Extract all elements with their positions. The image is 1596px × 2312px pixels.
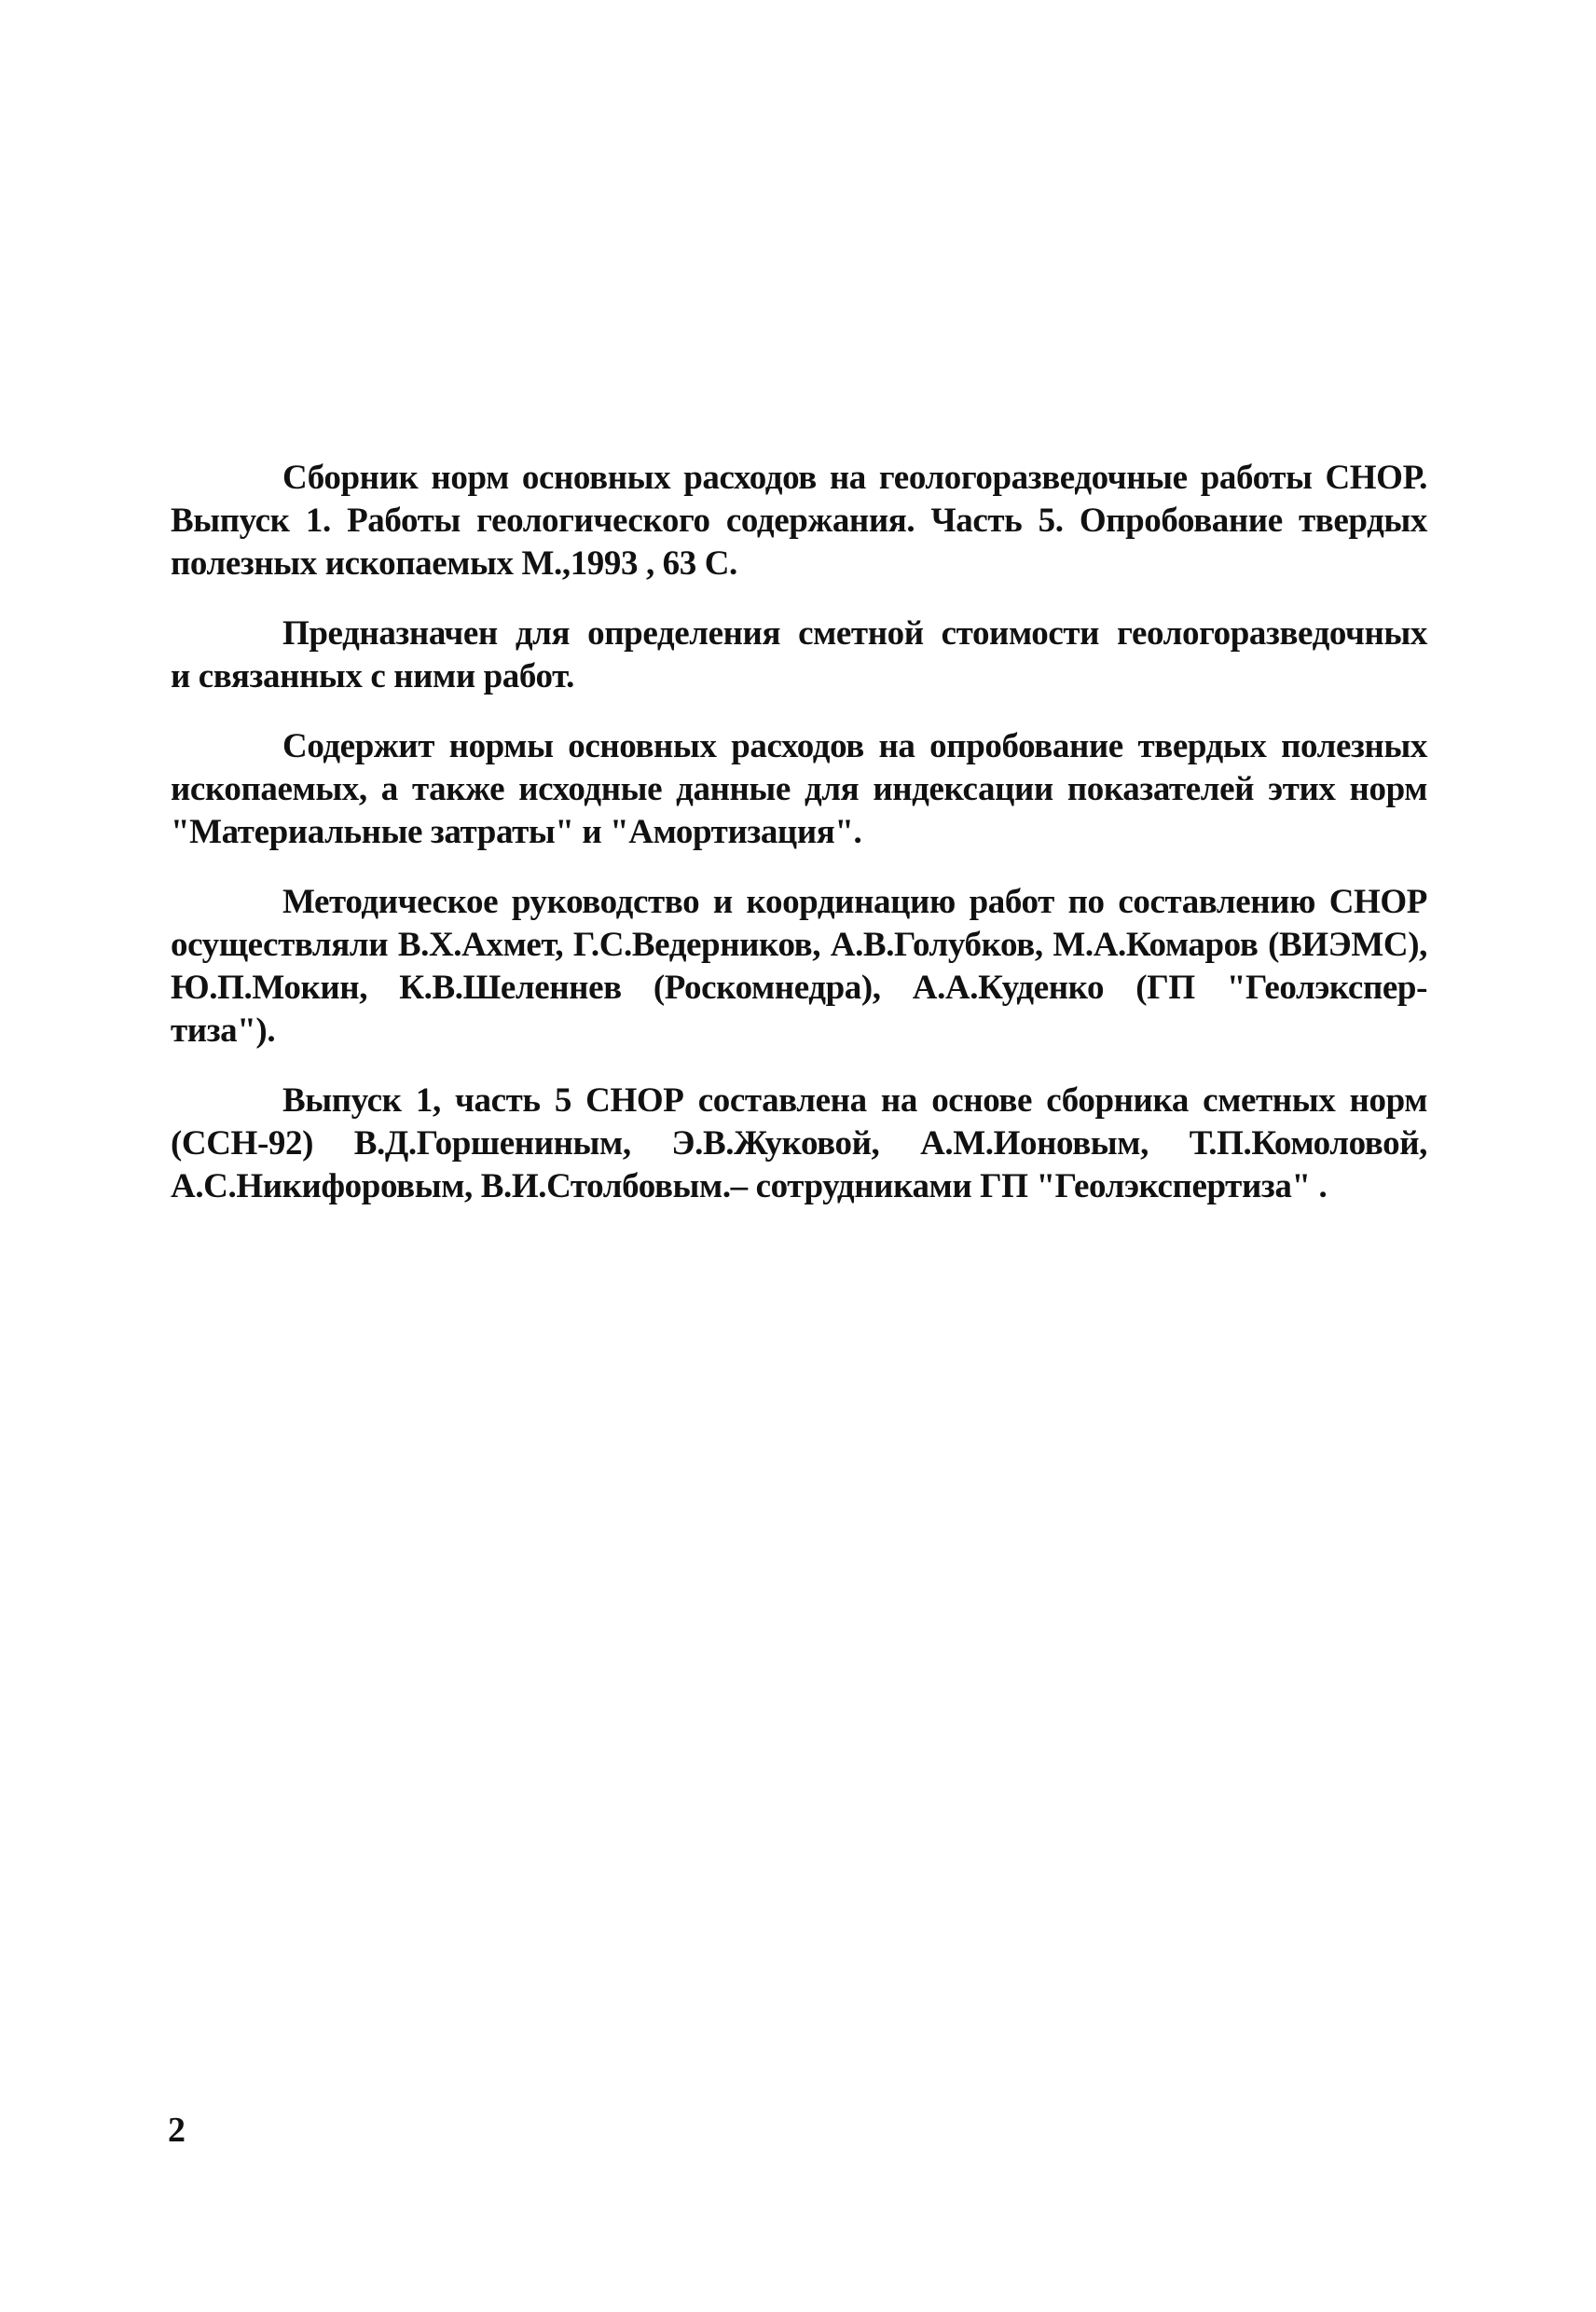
paragraph-line: Выпуск 1, часть 5 СНОР составлена на основе сборника сметных норм xyxy=(282,1081,1427,1120)
paragraph-line: Методическое руководство и координацию работ по составлению СНОР xyxy=(282,883,1427,921)
paragraph-line: Ю.П.Мокин, К.В.Шеленнев (Роскомнедра), А.А.Куденко (ГП "Геолэкспер- xyxy=(171,969,1427,1007)
paragraph-line: и связанных с ними работ. xyxy=(171,657,574,695)
paragraph-line: А.С.Никифоровым, В.И.Столбовым.– сотрудниками ГП "Геолэкспертиза" . xyxy=(171,1167,1328,1205)
paragraph-purpose xyxy=(171,612,1427,698)
paragraph-line: Содержит нормы основных расходов на опробование твердых полезных xyxy=(282,727,1427,765)
paragraph-contents xyxy=(171,725,1427,854)
paragraph-coordination xyxy=(171,881,1427,1053)
paragraph-line: Сборник норм основных расходов на геологоразведочные работы СНОР. xyxy=(282,459,1427,497)
paragraph-bibliography xyxy=(171,457,1427,585)
text-block xyxy=(171,457,1427,1235)
paragraph-line: тиза"). xyxy=(171,1012,276,1050)
paragraph-line: Предназначен для определения сметной стоимости геологоразведочных xyxy=(282,614,1427,653)
paragraph-line: (ССН-92) В.Д.Горшениным, Э.В.Жуковой, А.М.Ионовым, Т.П.Комоловой, xyxy=(171,1124,1427,1163)
paragraph-line: осуществляли В.Х.Ахмет, Г.С.Ведерников, А.В.Голубков, М.А.Комаров (ВИЭМС), xyxy=(171,926,1427,964)
paragraph-authors xyxy=(171,1080,1427,1208)
page-number: 2 xyxy=(168,2111,186,2150)
paragraph-line: ископаемых, а также исходные данные для индексации показателей этих норм xyxy=(171,770,1427,808)
paragraph-line: полезных ископаемых М.,1993 , 63 С. xyxy=(171,544,737,583)
paragraph-line: "Материальные затраты" и "Амортизация". xyxy=(171,813,862,851)
paragraph-line: Выпуск 1. Работы геологического содержания. Часть 5. Опробование твердых xyxy=(171,502,1427,540)
